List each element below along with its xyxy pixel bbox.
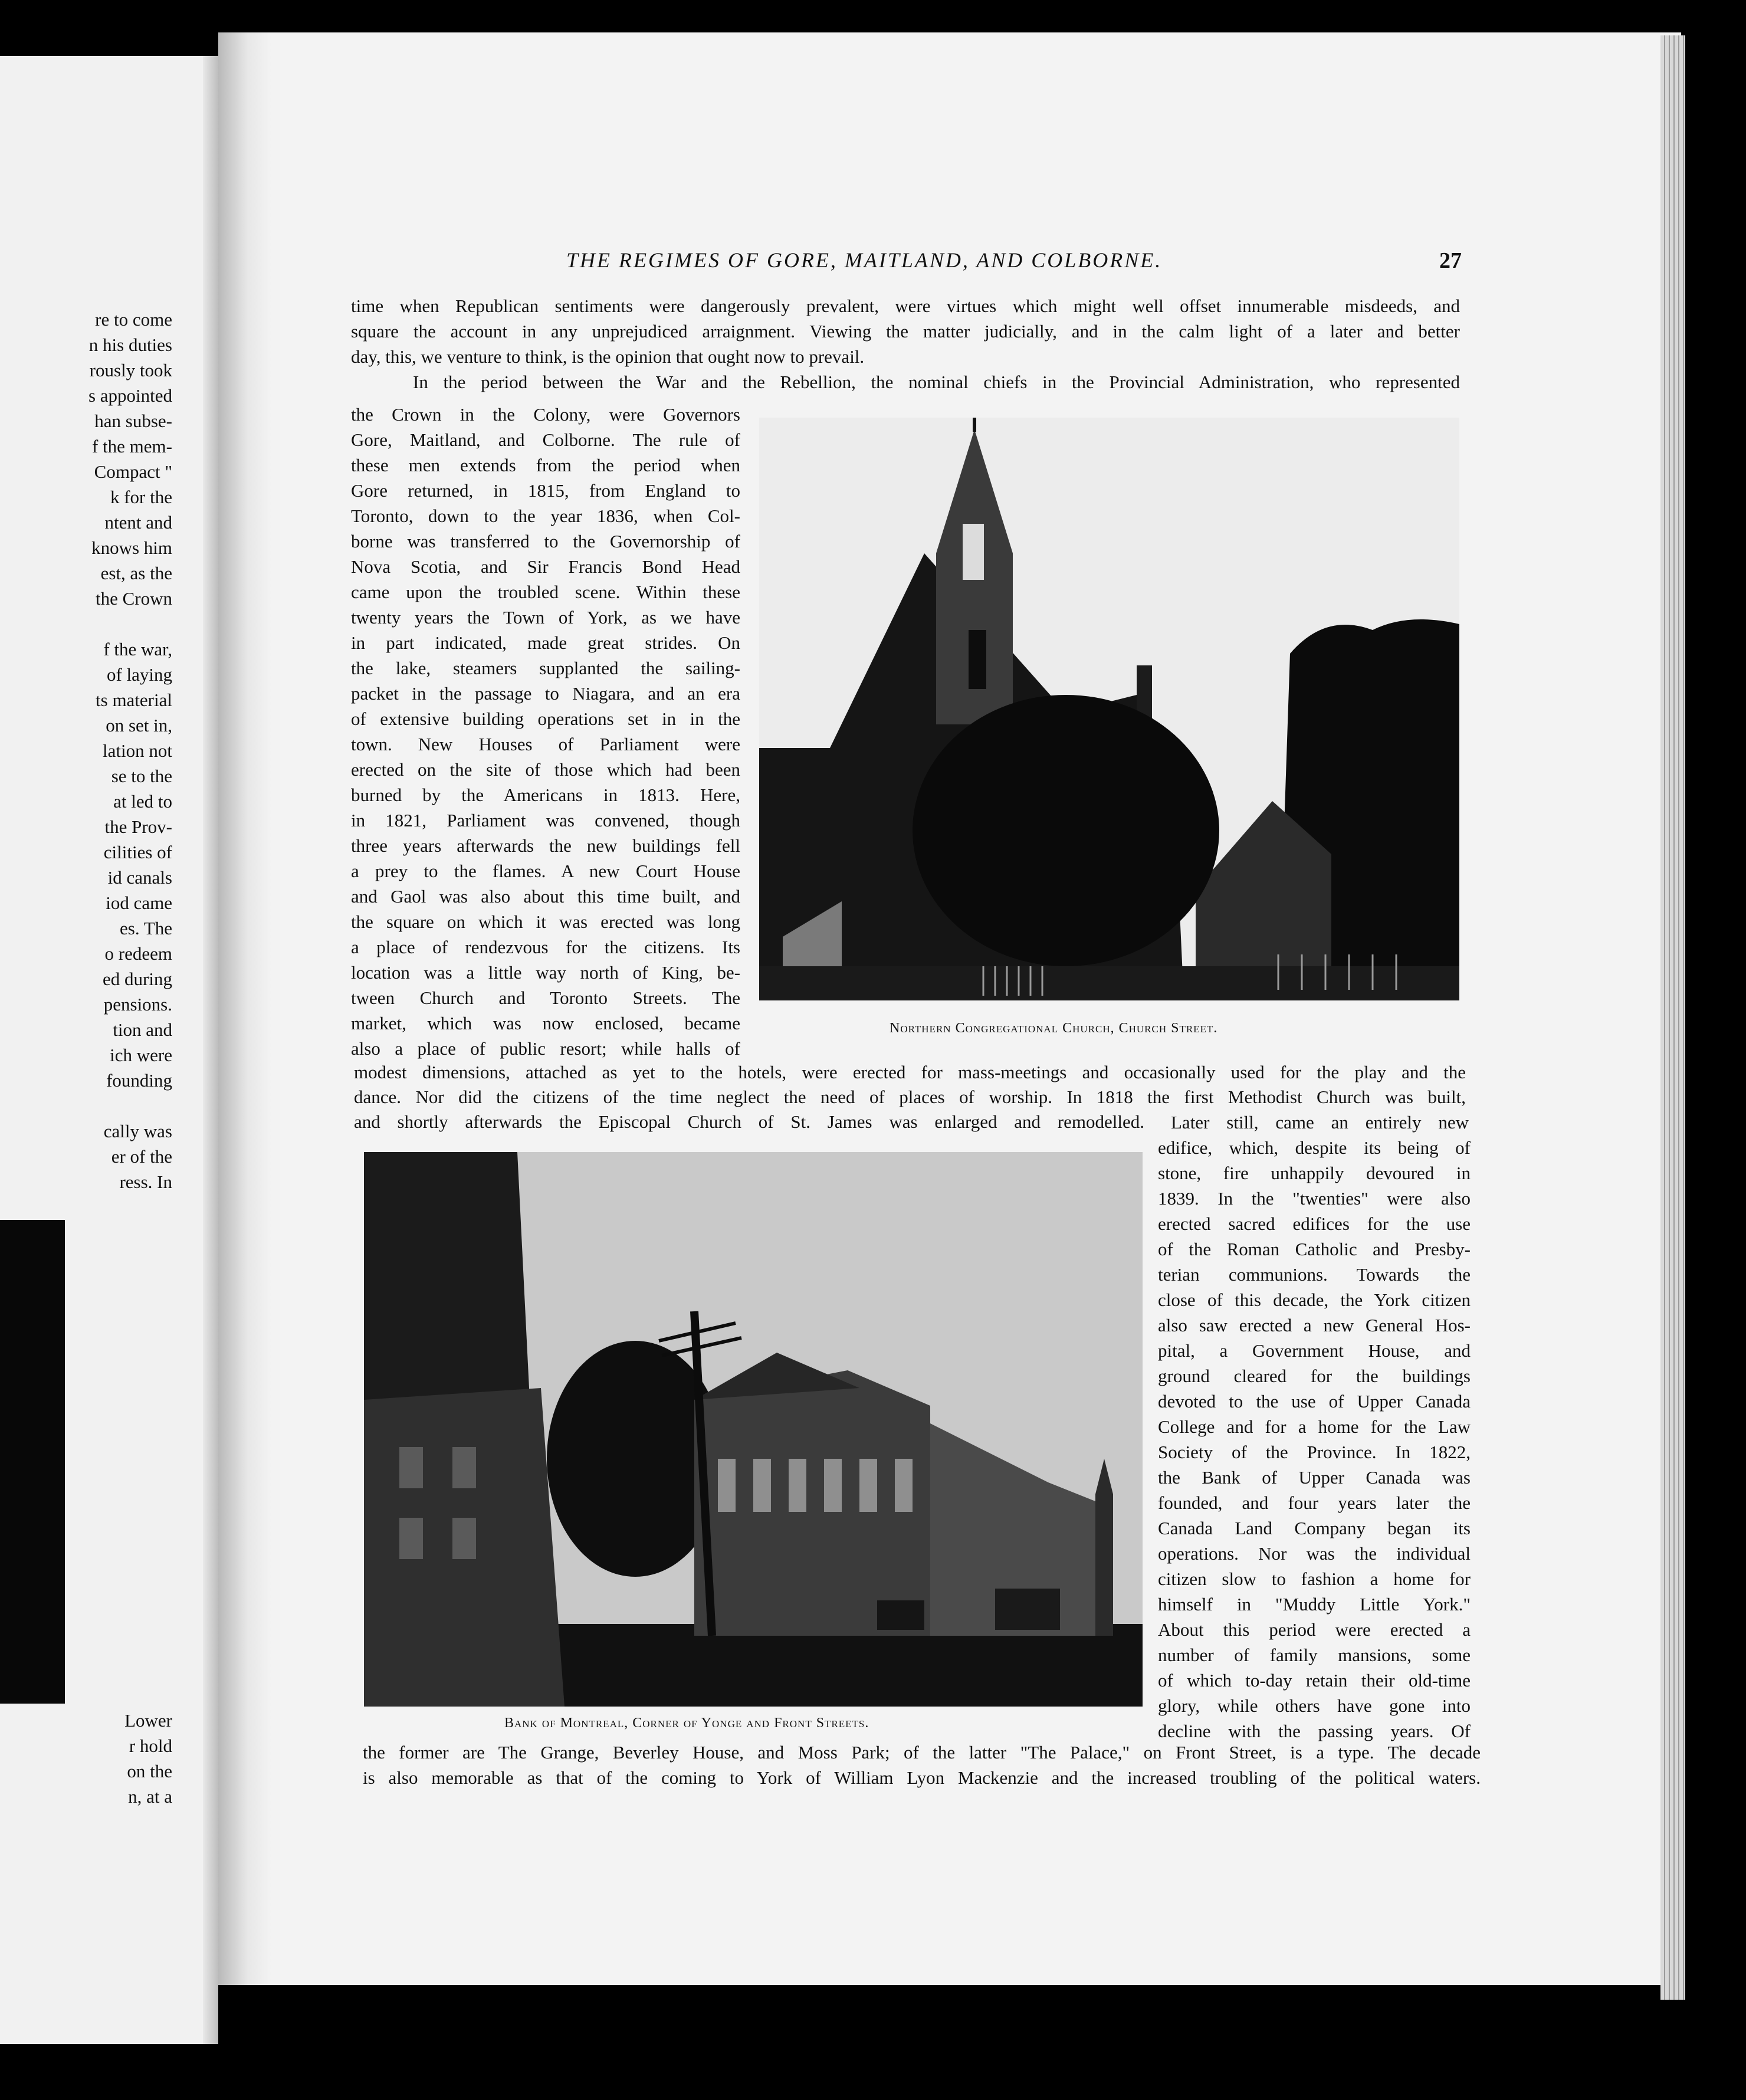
church-caption: Northern Congregational Church, Church Street. (890, 1021, 1218, 1036)
left-page-line: knows him (91, 537, 172, 558)
text-line: pital, a Government House, and (1158, 1340, 1471, 1361)
left-page-line: founding (106, 1070, 172, 1091)
left-page-line: rously took (89, 360, 172, 380)
text-line: square the account in any unprejudiced arraignment. Viewing the matter judicially, and in the calm light of a later and better (351, 321, 1460, 342)
left-page-line: se to the (111, 766, 172, 786)
text-line: number of family mansions, some (1158, 1645, 1471, 1665)
text-line: citizen slow to fashion a home for (1158, 1569, 1471, 1589)
left-page-line: es. The (120, 918, 172, 939)
running-head: THE REGIMES OF GORE, MAITLAND, AND COLBORNE. (566, 248, 1163, 272)
text-line: glory, while others have gone into (1158, 1695, 1471, 1716)
text-line: In the period between the War and the Rebellion, the nominal chiefs in the Provincial Administration, who represented (413, 372, 1460, 392)
text-line: Society of the Province. In 1822, (1158, 1442, 1471, 1462)
text-line: decline with the passing years. Of (1158, 1721, 1471, 1741)
text-line: of the Roman Catholic and Presby- (1158, 1239, 1471, 1259)
left-page-line: at led to (113, 791, 172, 812)
text-line: these men extends from the period when (351, 455, 740, 475)
text-line: is also memorable as that of the coming to York of William Lyon Mackenzie and the increased troubling of the political waters. (363, 1767, 1481, 1788)
text-line: the square on which it was erected was long (351, 911, 740, 932)
text-line: market, which was now enclosed, became (351, 1013, 740, 1033)
text-line: the Crown in the Colony, were Governors (351, 404, 740, 425)
text-line: also a place of public resort; while halls of (351, 1038, 740, 1059)
text-line: erected sacred edifices for the use (1158, 1213, 1471, 1234)
left-page-line: of laying (106, 664, 172, 685)
left-page-line: lation not (103, 740, 172, 761)
left-page-line: han subse- (94, 411, 172, 431)
page-number: 27 (1439, 248, 1462, 273)
text-line: of extensive building operations set in in the (351, 708, 740, 729)
bank-photograph (364, 1152, 1143, 1707)
church-photograph (759, 418, 1459, 1000)
text-line: three years afterwards the new buildings fell (351, 835, 740, 856)
left-page-line: er of the (111, 1146, 172, 1167)
text-line: Gore, Maitland, and Colborne. The rule of (351, 429, 740, 450)
text-line: erected on the site of those which had been (351, 759, 740, 780)
text-line: stone, fire unhappily devoured in (1158, 1163, 1471, 1183)
left-page-line: the Crown (95, 588, 172, 609)
left-page-line: pensions. (103, 994, 172, 1015)
left-page-line: k for the (110, 487, 172, 507)
text-line: of which to-day retain their old-time (1158, 1670, 1471, 1691)
left-page-line: id canals (107, 867, 172, 888)
text-line: the Bank of Upper Canada was (1158, 1467, 1471, 1488)
left-page-line: ich were (110, 1045, 172, 1065)
left-page-line: on set in, (106, 715, 172, 736)
page-spine-shadow (218, 32, 271, 1985)
text-line: Toronto, down to the year 1836, when Col- (351, 506, 740, 526)
text-line: came upon the troubled scene. Within these (351, 582, 740, 602)
left-page-line: f the war, (103, 639, 172, 659)
left-page-line: Compact " (94, 461, 172, 482)
left-page-line: cilities of (103, 842, 172, 862)
left-page-photo-fragment (0, 1220, 65, 1704)
left-page-line: ntent and (104, 512, 172, 533)
text-line: dance. Nor did the citizens of the time neglect the need of places of worship. In 1818 the first Methodist Church was built, (354, 1087, 1466, 1107)
text-line: burned by the Americans in 1813. Here, (351, 785, 740, 805)
text-line: twenty years the Town of York, as we have (351, 607, 740, 628)
text-line: 1839. In the "twenties" were also (1158, 1188, 1471, 1209)
text-line: and shortly afterwards the Episcopal Church of St. James was enlarged and remodelled. (354, 1111, 1144, 1132)
text-line: in 1821, Parliament was convened, though (351, 810, 740, 831)
text-line: edifice, which, despite its being of (1158, 1137, 1471, 1158)
left-page-line: ress. In (119, 1172, 172, 1192)
text-line: terian communions. Towards the (1158, 1264, 1471, 1285)
text-line: devoted to the use of Upper Canada (1158, 1391, 1471, 1412)
text-line: College and for a home for the Law (1158, 1416, 1471, 1437)
text-line: a prey to the flames. A new Court House (351, 861, 740, 881)
left-page-line: Lower (124, 1710, 172, 1731)
text-line: Canada Land Company began its (1158, 1518, 1471, 1538)
text-line: packet in the passage to Niagara, and an era (351, 683, 740, 704)
text-line: himself in "Muddy Little York." (1158, 1594, 1471, 1615)
left-page-line: o redeem (104, 943, 172, 964)
text-line: also saw erected a new General Hos- (1158, 1315, 1471, 1336)
left-page-line: ed during (103, 969, 172, 989)
text-line: modest dimensions, attached as yet to the hotels, were erected for mass-meetings and occasionally used for the play and the (354, 1062, 1466, 1082)
text-line: operations. Nor was the individual (1158, 1543, 1471, 1564)
text-line: the lake, steamers supplanted the sailing- (351, 658, 740, 678)
text-line: borne was transferred to the Governorship of (351, 531, 740, 552)
left-page-line: f the mem- (91, 436, 172, 457)
text-line: time when Republican sentiments were dangerously prevalent, were virtues which might well offset innumerable misdeeds, and (351, 296, 1460, 316)
text-line: tween Church and Toronto Streets. The (351, 987, 740, 1008)
text-line: location was a little way north of King, be- (351, 962, 740, 983)
left-page-fragment (0, 56, 218, 2044)
text-line: town. New Houses of Parliament were (351, 734, 740, 754)
left-page-line: on the (127, 1761, 172, 1781)
text-line: in part indicated, made great strides. On (351, 632, 740, 653)
left-page-line: est, as the (100, 563, 172, 583)
text-line: About this period were erected a (1158, 1619, 1471, 1640)
text-line: and Gaol was also about this time built, and (351, 886, 740, 907)
text-line: founded, and four years later the (1158, 1492, 1471, 1513)
left-page-line: tion and (113, 1019, 172, 1040)
left-page-line: s appointed (88, 385, 172, 406)
text-line: ground cleared for the buildings (1158, 1366, 1471, 1386)
left-page-line: n, at a (128, 1786, 172, 1807)
text-line: Nova Scotia, and Sir Francis Bond Head (351, 556, 740, 577)
text-line: close of this decade, the York citizen (1158, 1289, 1471, 1310)
page-edge-stack (1660, 35, 1685, 2000)
text-line: Gore returned, in 1815, from England to (351, 480, 740, 501)
text-line: a place of rendezvous for the citizens. Its (351, 937, 740, 957)
left-page-line: the Prov- (104, 816, 172, 837)
left-page-line: iod came (106, 892, 172, 913)
text-line: day, this, we venture to think, is the opinion that ought now to prevail. (351, 346, 865, 367)
left-page-line: ts material (96, 690, 172, 710)
left-page-line: r hold (129, 1735, 172, 1756)
left-page-line: re to come (95, 309, 172, 330)
text-line: Later still, came an entirely new (1171, 1112, 1469, 1133)
bank-caption: Bank of Montreal, Corner of Yonge and Front Streets. (504, 1715, 869, 1731)
page-gutter (203, 56, 218, 2044)
left-page-line: cally was (103, 1121, 172, 1141)
text-line: the former are The Grange, Beverley House, and Moss Park; of the latter "The Palace," on Front Street, is a type. The decade (363, 1742, 1481, 1763)
left-page-line: n his duties (88, 334, 172, 355)
